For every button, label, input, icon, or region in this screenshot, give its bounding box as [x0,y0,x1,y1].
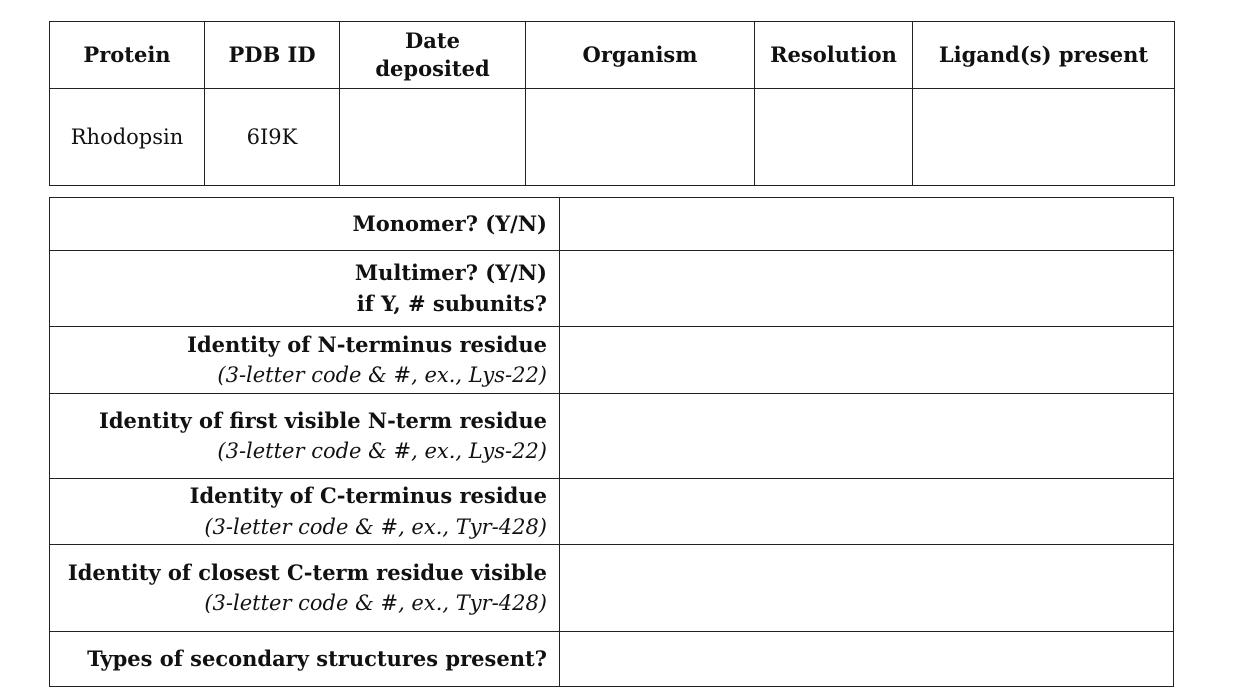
question-main: Monomer? (Y/N) [352,210,547,236]
header-pdb-id: PDB ID [205,22,340,89]
header-date-deposited [340,22,526,89]
structure-questions-table [49,197,1174,687]
question-hint: (3-letter code & #, ex., Tyr-428) [204,514,547,539]
question-row [50,545,1174,632]
data-row [50,89,1175,186]
header-protein: Protein [50,22,205,89]
question-main: Identity of first visible N-term residue [99,407,547,433]
cell-organism[interactable] [526,89,755,186]
question-hint: (3-letter code & #, ex., Lys-22) [217,363,547,387]
answer-multimer[interactable] [560,251,1174,327]
question-row [50,251,1174,327]
header-date-line2: deposited [375,56,490,81]
question-main: Identity of C-terminus residue [189,483,547,509]
header-ligands: Ligand(s) present [913,22,1175,89]
question-row [50,198,1174,251]
question-secondary-structures [50,632,560,687]
question-main: Identity of N-terminus residue [187,331,547,357]
question-main-line2: if Y, # subunits? [356,290,547,316]
answer-c-terminus[interactable] [560,479,1174,545]
header-row [50,22,1175,89]
cell-resolution[interactable] [755,89,913,186]
answer-first-visible-n-term[interactable] [560,394,1174,479]
cell-date-deposited[interactable] [340,89,526,186]
question-main: Multimer? (Y/N) [354,260,547,286]
header-organism: Organism [526,22,755,89]
question-multimer [50,251,560,327]
header-resolution: Resolution [755,22,913,89]
cell-pdb-id: 6I9K [205,89,340,186]
question-first-visible-n-term [50,394,560,479]
answer-closest-c-term-visible[interactable] [560,545,1174,632]
protein-info-table [49,21,1175,186]
header-date-line1: Date [405,27,460,53]
question-row [50,632,1174,687]
question-row [50,394,1174,479]
answer-n-terminus[interactable] [560,327,1174,394]
answer-secondary-structures[interactable] [560,632,1174,687]
question-row [50,327,1174,394]
question-monomer [50,198,560,251]
question-hint: (3-letter code & #, ex., Tyr-428) [204,591,547,615]
question-closest-c-term-visible [50,545,560,632]
question-row [50,479,1174,545]
question-main: Identity of closest C-term residue visible [67,559,547,585]
question-hint: (3-letter code & #, ex., Lys-22) [217,439,547,463]
answer-monomer[interactable] [560,198,1174,251]
cell-ligands[interactable] [913,89,1175,186]
question-main: Types of secondary structures present? [87,645,547,671]
question-c-terminus [50,479,560,545]
cell-protein: Rhodopsin [50,89,205,186]
question-n-terminus [50,327,560,394]
